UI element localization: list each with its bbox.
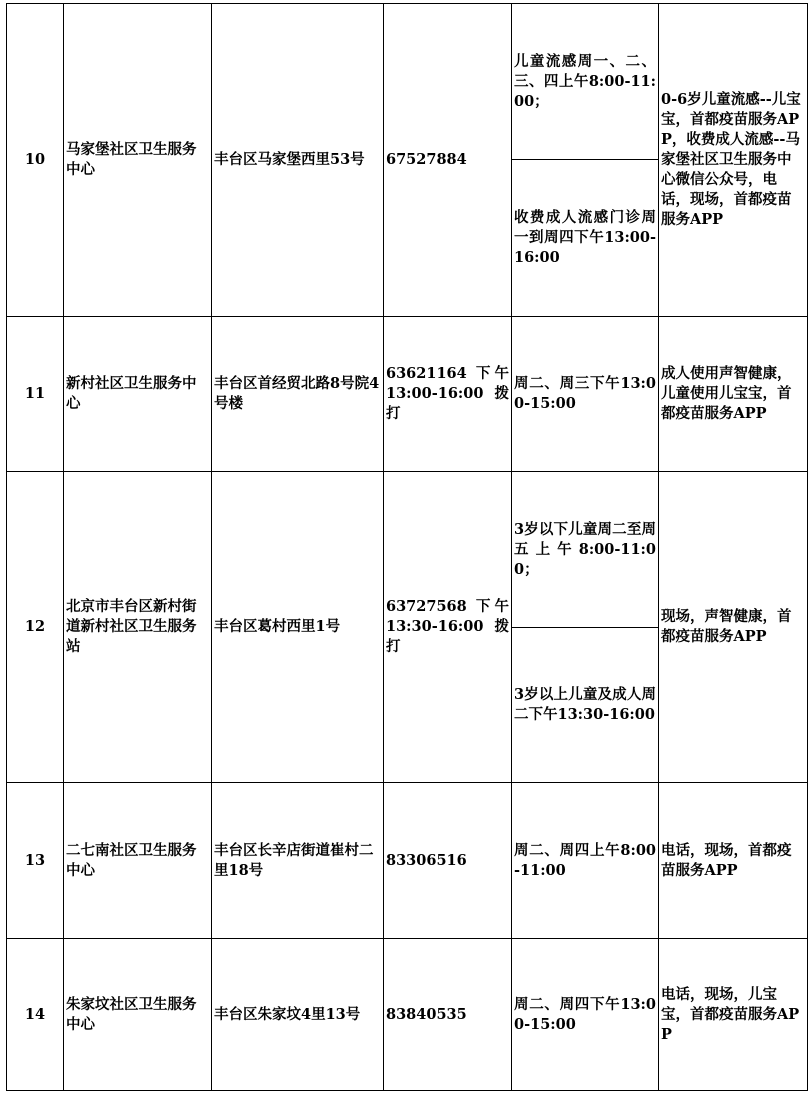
- site-phone: 63727568 下午13:30-16:00 拨打: [384, 472, 512, 783]
- site-name: 二七南社区卫生服务中心: [64, 783, 212, 939]
- site-address: 丰台区马家堡西里53号: [212, 4, 384, 317]
- table-row: [7, 472, 808, 628]
- site-phone: 67527884: [384, 4, 512, 317]
- table-row: [7, 317, 808, 472]
- booking-method: 电话，现场，首都疫苗服务APP: [659, 783, 808, 939]
- row-number: 12: [7, 472, 64, 783]
- service-hours: 3岁以下儿童周二至周五上午8:00-11:00；: [512, 472, 659, 628]
- booking-method: 成人使用声智健康，儿童使用儿宝宝，首都疫苗服务APP: [659, 317, 808, 472]
- vaccination-sites-table: [6, 3, 807, 1092]
- site-name: 马家堡社区卫生服务中心: [64, 4, 212, 317]
- booking-method: 0-6岁儿童流感--儿宝宝，首都疫苗服务APP，收费成人流感--马家堡社区卫生服务中心微信公众号，电话，现场，首都疫苗服务APP: [659, 4, 808, 317]
- row-number: 11: [7, 317, 64, 472]
- table-row: [7, 783, 808, 939]
- site-address: 丰台区朱家坟4里13号: [212, 939, 384, 1091]
- site-name: 新村社区卫生服务中心: [64, 317, 212, 472]
- site-address: 丰台区葛村西里1号: [212, 472, 384, 783]
- row-number: 13: [7, 783, 64, 939]
- booking-method: 电话，现场，儿宝宝，首都疫苗服务APP: [659, 939, 808, 1091]
- sites-table: [6, 3, 808, 1091]
- service-hours: 3岁以上儿童及成人周二下午13:30-16:00: [512, 628, 659, 783]
- service-hours: 周二、周四下午13:00-15:00: [512, 939, 659, 1091]
- table-row: [7, 939, 808, 1091]
- site-name: 北京市丰台区新村街道新村社区卫生服务站: [64, 472, 212, 783]
- site-address: 丰台区长辛店街道崔村二里18号: [212, 783, 384, 939]
- site-phone: 83840535: [384, 939, 512, 1091]
- service-hours: 儿童流感周一、二、三、四上午8:00-11:00；: [512, 4, 659, 160]
- site-name: 朱家坟社区卫生服务中心: [64, 939, 212, 1091]
- row-number: 10: [7, 4, 64, 317]
- site-phone: 63621164 下午13:00-16:00 拨打: [384, 317, 512, 472]
- service-hours: 周二、周三下午13:00-15:00: [512, 317, 659, 472]
- row-number: 14: [7, 939, 64, 1091]
- service-hours: 收费成人流感门诊周一到周四下午13:00-16:00: [512, 160, 659, 317]
- site-address: 丰台区首经贸北路8号院4号楼: [212, 317, 384, 472]
- booking-method: 现场，声智健康，首都疫苗服务APP: [659, 472, 808, 783]
- service-hours: 周二、周四上午8:00-11:00: [512, 783, 659, 939]
- site-phone: 83306516: [384, 783, 512, 939]
- table-row: [7, 4, 808, 160]
